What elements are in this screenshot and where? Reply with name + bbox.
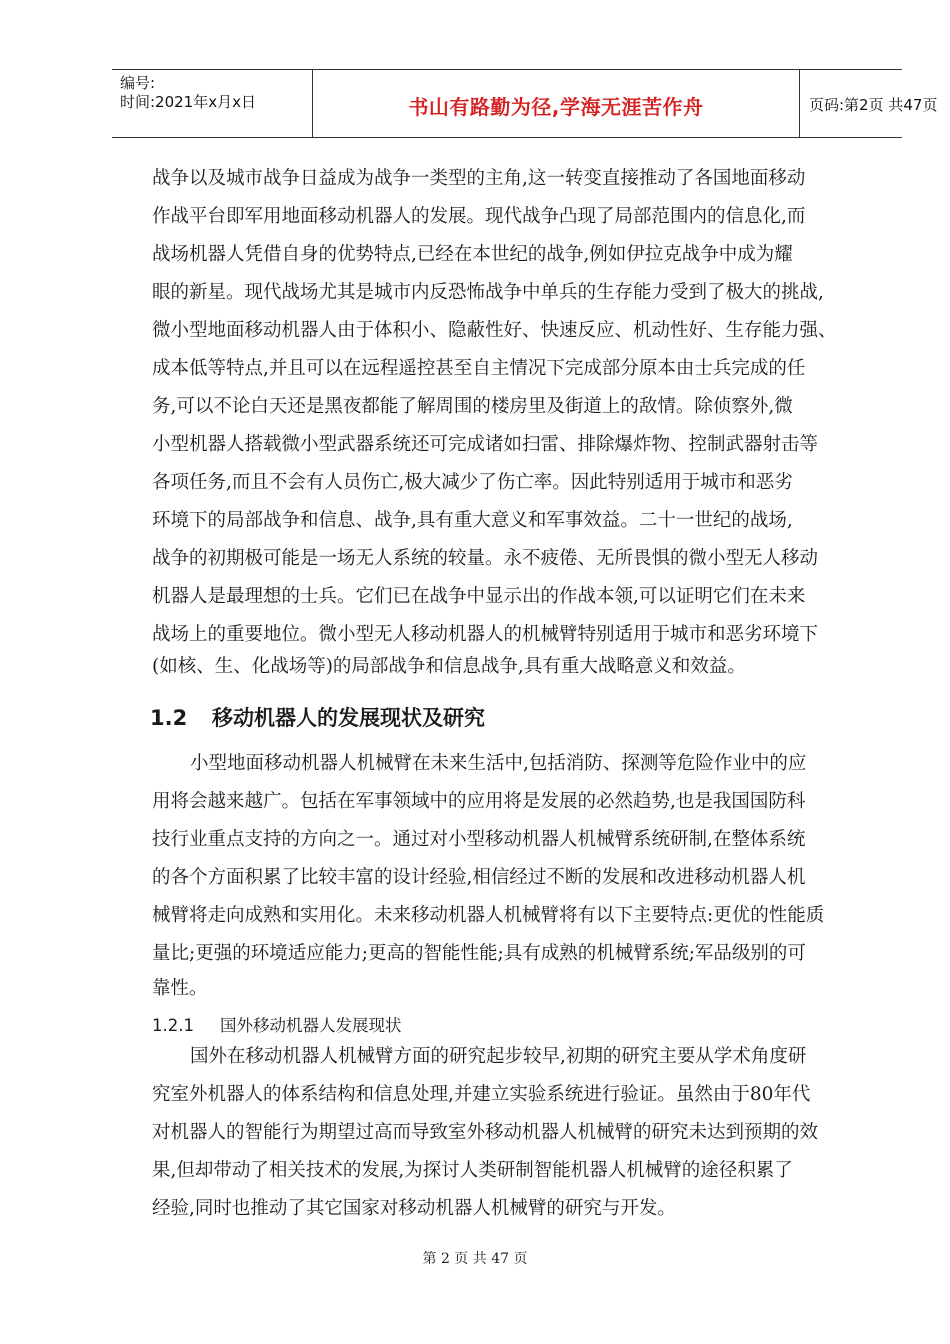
- paragraph-line: 械臂将走向成熟和实用化。未来移动机器人机械臂将有以下主要特点:更优的性能质: [152, 905, 825, 926]
- paragraph-line: 用将会越来越广。包括在军事领域中的应用将是发展的必然趋势,也是我国国防科: [152, 791, 806, 812]
- paragraph-line: 务,可以不论白天还是黑夜都能了解周围的楼房里及街道上的敌情。除侦察外,微: [152, 396, 793, 417]
- subsection-number: 1.2.1: [152, 1016, 194, 1035]
- paragraph-line: 国外在移动机器人机械臂方面的研究起步较早,初期的研究主要从学术角度研: [190, 1046, 807, 1067]
- paragraph-line: 战场上的重要地位。微小型无人移动机器人的机械臂特别适用于城市和恶劣环境下: [152, 624, 819, 645]
- paragraph-line: 战争以及城市战争日益成为战争一类型的主角,这一转变直接推动了各国地面移动: [152, 168, 806, 189]
- paragraph-line: (如核、生、化战场等)的局部战争和信息战争,具有重大战略意义和效益。: [152, 656, 746, 677]
- header-meta-cell: [112, 70, 312, 137]
- paragraph-line: 对机器人的智能行为期望过高而导致室外移动机器人机械臂的研究未达到预期的效: [152, 1122, 819, 1143]
- document-number-label: 编号:: [120, 74, 156, 92]
- paragraph-line: 经验,同时也推动了其它国家对移动机器人机械臂的研究与开发。: [152, 1198, 676, 1219]
- paragraph-line: 眼的新星。现代战场尤其是城市内反恐怖战争中单兵的生存能力受到了极大的挑战,: [152, 282, 824, 303]
- header-page-cell: [799, 70, 938, 137]
- paragraph-line: 微小型地面移动机器人由于体积小、隐蔽性好、快速反应、机动性好、生存能力强、: [152, 320, 837, 341]
- paragraph-line: 作战平台即军用地面移动机器人的发展。现代战争凸现了局部范围内的信息化,而: [152, 206, 806, 227]
- paragraph-line: 究室外机器人的体系结构和信息处理,并建立实验系统进行验证。虽然由于80年代: [152, 1084, 811, 1105]
- paragraph-line: 各项任务,而且不会有人员伤亡,极大减少了伤亡率。因此特别适用于城市和恶劣: [152, 472, 793, 493]
- header-motto-cell: [312, 70, 800, 137]
- section-title: 移动机器人的发展现状及研究: [212, 706, 485, 730]
- section-number: 1.2: [150, 706, 188, 730]
- paragraph-line: 的各个方面积累了比较丰富的设计经验,相信经过不断的发展和改进移动机器人机: [152, 867, 806, 888]
- paragraph-line: 小型机器人搭载微小型武器系统还可完成诸如扫雷、排除爆炸物、控制武器射击等: [152, 434, 819, 455]
- paragraph-line: 量比;更强的环境适应能力;更高的智能性能;具有成熟的机械臂系统;军品级别的可: [152, 943, 806, 964]
- subsection-title: 国外移动机器人发展现状: [220, 1016, 402, 1035]
- page-footer: 第 2 页 共 47 页: [422, 1251, 528, 1267]
- paragraph-line: 战争的初期极可能是一场无人系统的较量。永不疲倦、无所畏惧的微小型无人移动: [152, 548, 819, 569]
- header-page-number: 页码:第2页 共47页: [809, 96, 938, 114]
- page-header: [112, 69, 938, 138]
- paragraph-line: 战场机器人凭借自身的优势特点,已经在本世纪的战争,例如伊拉克战争中成为耀: [152, 244, 793, 265]
- paragraph-line: 环境下的局部战争和信息、战争,具有重大意义和军事效益。二十一世纪的战场,: [152, 510, 793, 531]
- paragraph-line: 果,但却带动了相关技术的发展,为探讨人类研制智能机器人机械臂的途径积累了: [152, 1160, 793, 1181]
- section-heading-1-2-1: [152, 1012, 402, 1036]
- section-heading-1-2: [150, 702, 485, 732]
- paragraph-line: 靠性。: [152, 978, 208, 999]
- paragraph-line: 小型地面移动机器人机械臂在未来生活中,包括消防、探测等危险作业中的应: [190, 753, 807, 774]
- paragraph-line: 机器人是最理想的士兵。它们已在战争中显示出的作战本领,可以证明它们在未来: [152, 586, 806, 607]
- paragraph-line: 技行业重点支持的方向之一。通过对小型移动机器人机械臂系统研制,在整体系统: [152, 829, 806, 850]
- document-time-label: 时间:2021年x月x日: [120, 93, 256, 111]
- paragraph-line: 成本低等特点,并且可以在远程遥控甚至自主情况下完成部分原本由士兵完成的任: [152, 358, 806, 379]
- header-motto: 书山有路勤为径,学海无涯苦作舟: [408, 95, 704, 119]
